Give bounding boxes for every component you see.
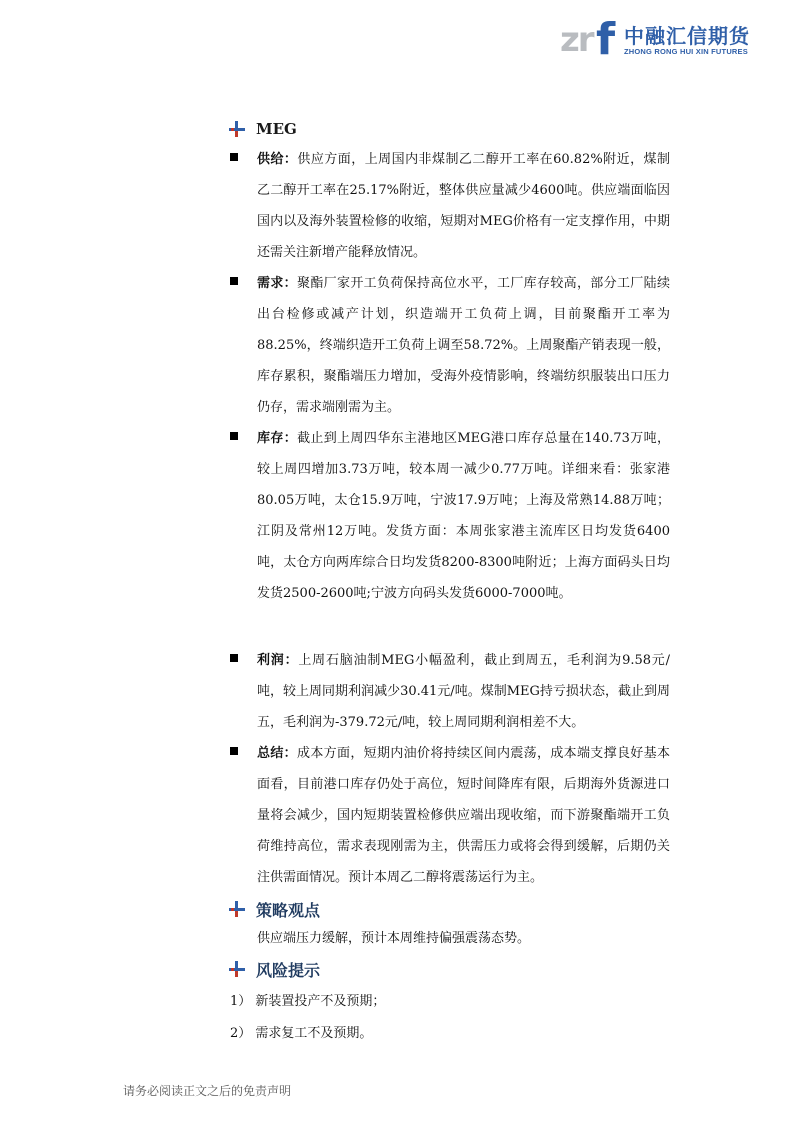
cross-bullet-icon [228, 120, 246, 138]
section-heading-strategy [228, 898, 320, 920]
bullet-text: 供应方面，上周国内非煤制乙二醇开工率在60.82%附近，煤制乙二醇开工率在25.17%附近，整体供应量减少4600吨。供应端面临因国内以及海外装置检修的收缩，短期对MEG价格有一定支撑作用，中期还需关注新增产能释放情况。 [257, 152, 670, 260]
bullet-summary [230, 738, 670, 893]
logo-f-mark: f [596, 14, 616, 65]
risk-item: 1） 新装置投产不及预期； [230, 994, 386, 1009]
bullet-inventory [230, 423, 670, 609]
bullet-text: 聚酯厂家开工负荷保持高位水平，工厂库存较高，部分工厂陆续出台检修或减产计划，织造端开工负荷上调，目前聚酯开工率为88.25%，终端织造开工负荷上调至58.72%。上周聚酯产销表现一般，库存累积，聚酯端压力增加，受海外疫情影响，终端纺织服装出口压力仍存，需求端刚需为主。 [257, 276, 670, 415]
bullet-label: 库存： [257, 431, 298, 446]
bullet-supply [230, 144, 670, 268]
bullet-label: 利润： [257, 653, 299, 668]
strategy-text: 供应端压力缓解，预计本周维持偏强震荡态势。 [257, 931, 531, 946]
bullet-profit [230, 645, 670, 738]
section-heading-risk [228, 958, 320, 980]
bullet-text: 成本方面，短期内油价将持续区间内震荡，成本端支撑良好基本面看，目前港口库存仍处于高位，短时间降库有限，后期海外货源进口量将会减少，国内短期装置检修供应端出现收缩，而下游聚酯端开工负荷维持高位，需求表现刚需为主，供需压力或将会得到缓解，后期仍关注供需面情况。预计本周乙二醇将震荡运行为主。 [257, 746, 670, 885]
company-logo [560, 14, 780, 65]
cross-bullet-icon [228, 900, 246, 918]
square-bullet-icon [230, 432, 238, 440]
bullet-label: 需求： [257, 276, 297, 291]
bullet-text: 上周石脑油制MEG小幅盈利，截止到周五，毛利润为9.58元/吨，较上周同期利润减少30.41元/吨。煤制MEG持亏损状态，截止到周五，毛利润为-379.72元/吨，较上周同期利润相差不大。 [257, 653, 670, 730]
square-bullet-icon [230, 654, 238, 662]
bullet-label: 总结： [257, 746, 297, 761]
section-title: 策略观点 [256, 900, 321, 920]
square-bullet-icon [230, 277, 238, 285]
logo-mark: zr [560, 20, 593, 60]
square-bullet-icon [230, 747, 238, 755]
logo-english-name: ZHONG RONG HUI XIN FUTURES [624, 47, 748, 56]
section-title: 风险提示 [256, 960, 321, 980]
risk-item: 2） 需求复工不及预期。 [230, 1026, 373, 1041]
square-bullet-icon [230, 153, 238, 161]
bullet-demand [230, 268, 670, 423]
section-title: MEG [256, 120, 297, 138]
logo-chinese-name: 中融汇信期货 [624, 24, 750, 48]
cross-bullet-icon [228, 960, 246, 978]
bullet-text: 截止到上周四华东主港地区MEG港口库存总量在140.73万吨，较上周四增加3.73万吨，较本周一减少0.77万吨。详细来看：张家港80.05万吨，太仓15.9万吨，宁波17.9万吨；上海及常熟14.88万吨；江阴及常州12万吨。发货方面：本周张家港主流库区日均发货6400吨，太仓方向两库综合日均发货8200-8300吨附近；上海方面码头日均发货2500-2600吨;宁波方向码头发货6000-7000吨。 [257, 431, 670, 601]
disclaimer-footer: 请务必阅读正文之后的免责声明 [123, 1084, 292, 1098]
section-heading-meg [228, 118, 297, 140]
bullet-label: 供给： [257, 152, 298, 167]
